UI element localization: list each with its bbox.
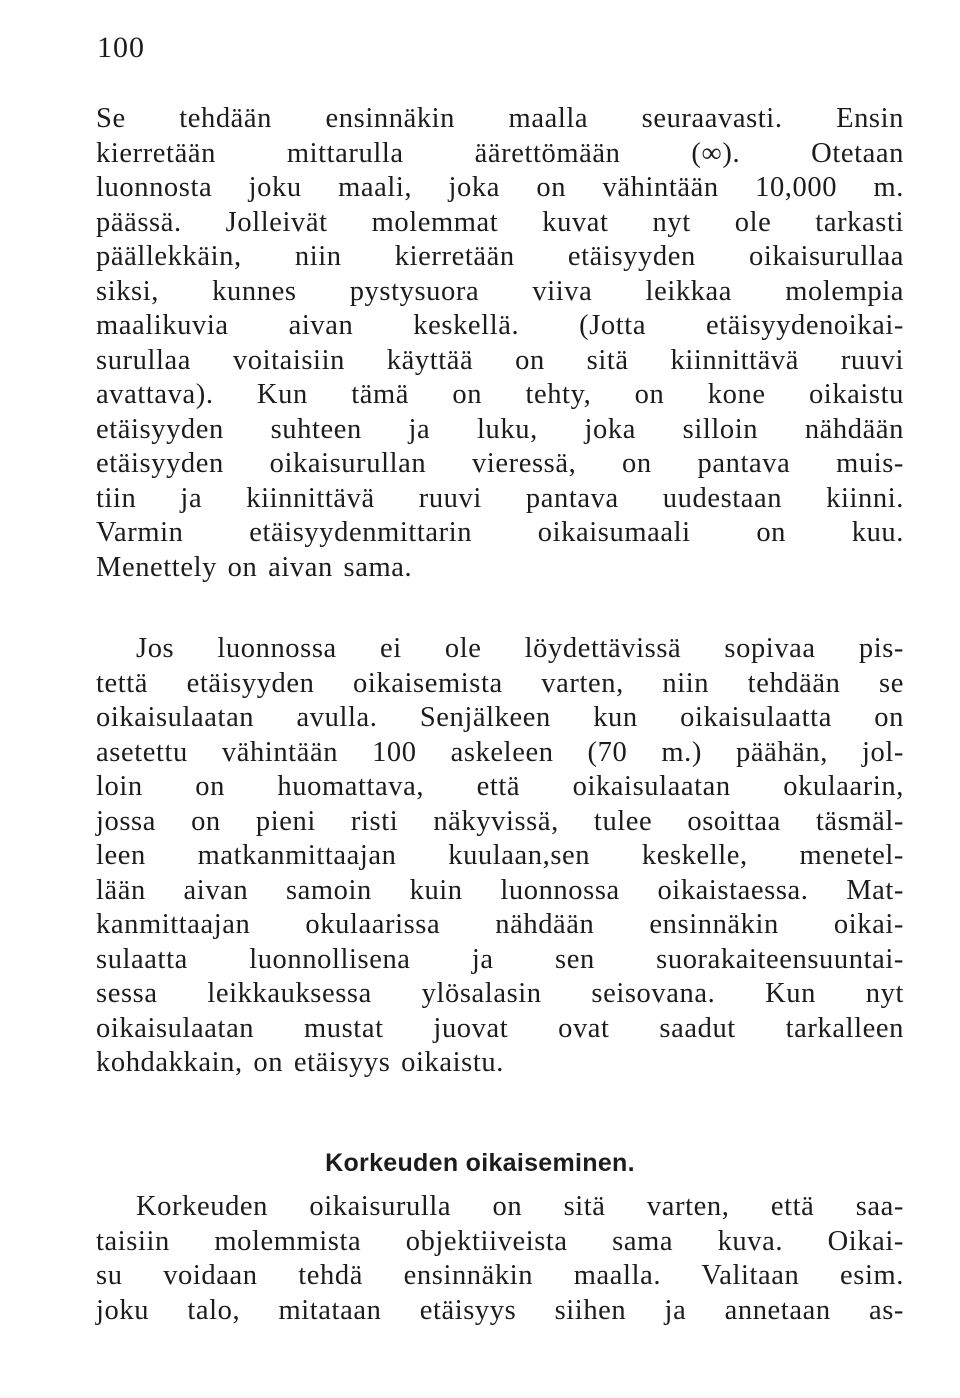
paragraph-line: päässä. Jolleivät molemmat kuvat nyt ole tarkasti xyxy=(96,206,904,238)
paragraph-line: kierretään mittarulla äärettömään (∞). Otetaan xyxy=(96,137,904,169)
paragraph-2 xyxy=(96,632,904,1081)
paragraph-line: maalikuvia aivan keskellä. (Jotta etäisyydenoikai- xyxy=(96,310,904,341)
paragraph-line: taisiin molemmista objektiiveista sama kuva. Oikai- xyxy=(96,1225,904,1257)
paragraph-line: siksi, kunnes pystysuora viiva leikkaa molempia xyxy=(96,275,904,307)
paragraph-line: oikaisulaatan avulla. Senjälkeen kun oikaisulaatta on xyxy=(96,702,904,733)
paragraph-line: su voidaan tehdä ensinnäkin maalla. Valitaan esim. xyxy=(96,1260,904,1291)
paragraph-line: etäisyyden suhteen ja luku, joka silloin nähdään xyxy=(96,413,904,445)
paragraph-line: asetettu vähintään 100 askeleen (70 m.) päähän, jol- xyxy=(96,736,904,768)
page-number: 100 xyxy=(97,31,145,64)
paragraph-line: jossa on pieni risti näkyvissä, tulee osoittaa täsmäl- xyxy=(96,805,904,837)
paragraph-line: joku talo, mitataan etäisyys siihen ja annetaan as- xyxy=(96,1294,904,1326)
paragraph-line: päällekkäin, niin kierretään etäisyyden oikaisurullaa xyxy=(96,241,904,272)
paragraph-line: sessa leikkauksessa ylösalasin seisovana. Kun nyt xyxy=(96,978,904,1009)
paragraph-line: Menettely on aivan sama. xyxy=(96,551,413,583)
paragraph-line: surullaa voitaisiin käyttää on sitä kiinnittävä ruuvi xyxy=(96,344,904,376)
paragraph-line: Varmin etäisyydenmittarin oikaisumaali on kuu. xyxy=(96,517,904,548)
section-heading: Korkeuden oikaiseminen. xyxy=(325,1149,635,1177)
paragraph-line: kanmittaajan okulaarissa nähdään ensinnäkin oikai- xyxy=(96,909,904,940)
paragraph-line: lään aivan samoin kuin luonnossa oikaistaessa. Mat- xyxy=(96,874,904,906)
paragraph-line: etäisyyden oikaisurullan vieressä, on pantava muis- xyxy=(96,448,904,479)
paragraph-line: Se tehdään ensinnäkin maalla seuraavasti. Ensin xyxy=(96,103,904,134)
paragraph-line: Jos luonnossa ei ole löydettävissä sopivaa pis- xyxy=(136,633,904,664)
paragraph-line: leen matkanmittaajan kuulaan,sen keskelle, menetel- xyxy=(96,840,904,871)
paragraph-line: tiin ja kiinnittävä ruuvi pantava uudestaan kiinni. xyxy=(96,482,904,514)
paragraph-line: avattava). Kun tämä on tehty, on kone oikaistu xyxy=(96,379,904,410)
paragraph-line: Korkeuden oikaisurulla on sitä varten, että saa- xyxy=(136,1191,904,1222)
paragraph-1 xyxy=(96,102,904,585)
paragraph-line: sulaatta luonnollisena ja sen suorakaiteensuuntai- xyxy=(96,943,904,975)
paragraph-3 xyxy=(96,1190,904,1328)
paragraph-line: loin on huomattava, että oikaisulaatan okulaarin, xyxy=(96,771,904,802)
paragraph-line: luonnosta joku maali, joka on vähintään 10,000 m. xyxy=(96,172,904,203)
paragraph-line: oikaisulaatan mustat juovat ovat saadut tarkalleen xyxy=(96,1012,904,1044)
paragraph-line: kohdakkain, on etäisyys oikaistu. xyxy=(96,1047,504,1078)
paragraph-line: tettä etäisyyden oikaisemista varten, niin tehdään se xyxy=(96,667,904,699)
